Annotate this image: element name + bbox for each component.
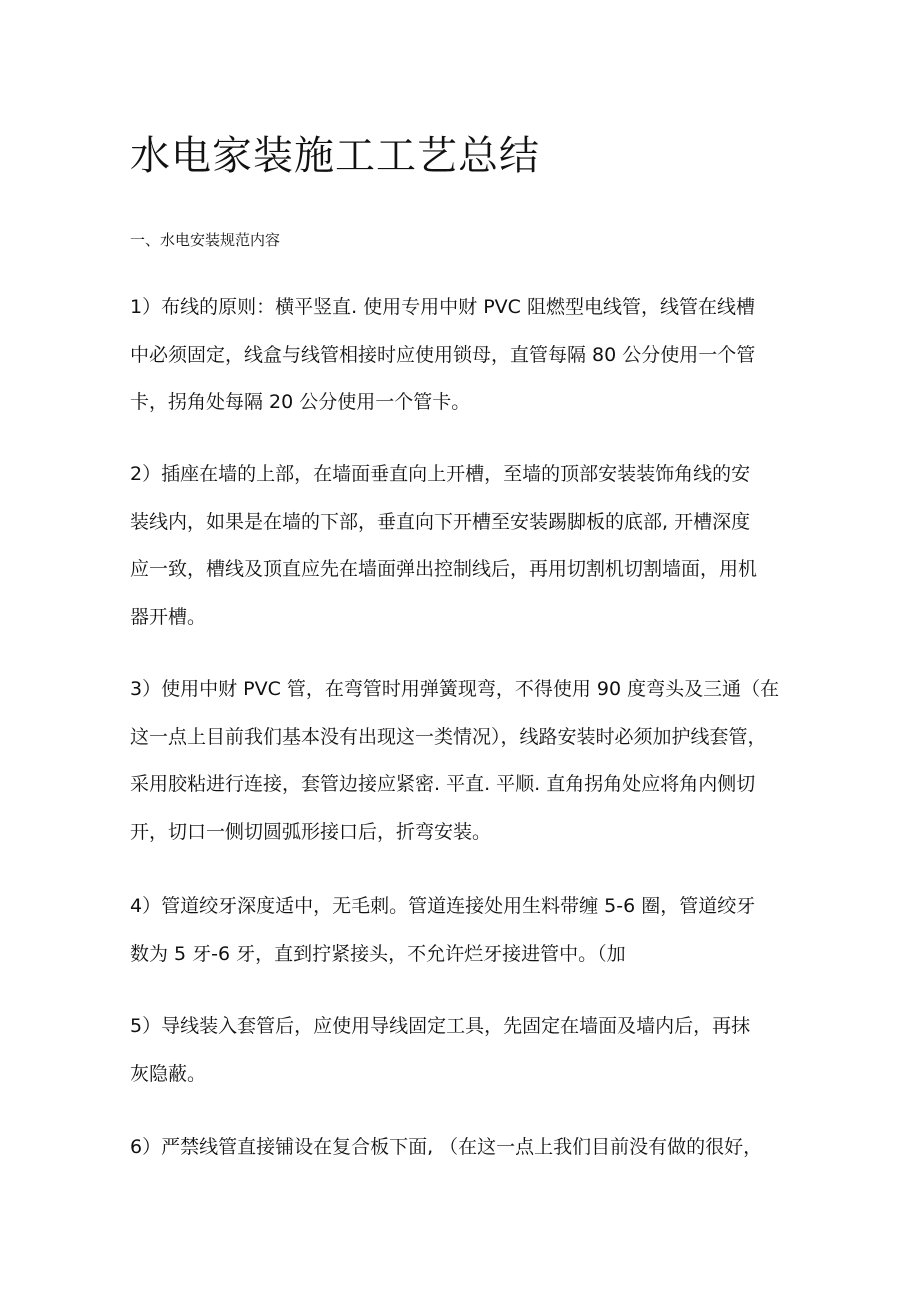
paragraph-line: 卡，拐角处每隔 20 公分使用一个管卡。 — [130, 391, 471, 413]
paragraph-4 — [130, 883, 805, 978]
paragraph-6 — [130, 1124, 805, 1172]
paragraph-line: 应一致，槽线及顶直应先在墙面弹出控制线后，再用切割机切割墙面，用机 — [130, 558, 758, 580]
paragraph-line: 5）导线装入套管后，应使用导线固定工具，先固定在墙面及墙内后，再抹 — [130, 1015, 751, 1037]
paragraph-line: 中必须固定，线盒与线管相接时应使用锁母，直管每隔 80 公分使用一个管 — [130, 343, 756, 366]
paragraph-line: 2）插座在墙的上部，在墙面垂直向上开槽，至墙的顶部安装装饰角线的安 — [130, 463, 751, 485]
paragraph-line: 1）布线的原则：横平竖直. 使用专用中财 PVC 阻燃型电线管，线管在线槽 — [130, 296, 755, 318]
paragraph-1 — [130, 284, 805, 427]
paragraph-line: 这一点上目前我们基本没有出现这一类情况），线路安装时必须加护线套管， — [130, 725, 767, 748]
paragraph-line: 采用胶粘进行连接，套管边接应紧密. 平直. 平顺. 直角拐角处应将角内侧切 — [130, 773, 756, 795]
paragraph-line: 装线内，如果是在墙的下部，垂直向下开槽至安装踢脚板的底部, 开槽深度 — [130, 510, 751, 533]
paragraph-line: 灰隐蔽。 — [130, 1062, 207, 1085]
paragraph-line: 6）严禁线管直接铺设在复合板下面, （在这一点上我们目前没有做的很好， — [130, 1136, 763, 1158]
section-heading: 一、水电安装规范内容 — [130, 231, 281, 249]
paragraph-line: 数为 5 牙-6 牙，直到拧紧接头，不允许烂牙接进管中。（加 — [130, 942, 626, 965]
paragraph-line: 开，切口一侧切圆弧形接口后，折弯安装。 — [130, 820, 492, 843]
paragraph-line: 器开槽。 — [130, 605, 207, 628]
paragraph-line: 3）使用中财 PVC 管，在弯管时用弹簧现弯，不得使用 90 度弯头及三通（在 — [130, 678, 780, 700]
document-title: 水电家装施工工艺总结 — [130, 133, 540, 179]
paragraph-3 — [130, 666, 805, 856]
paragraph-line: 4）管道绞牙深度适中，无毛刺。管道连接处用生料带缠 5-6 圈，管道绞牙 — [130, 895, 756, 917]
paragraph-2 — [130, 451, 805, 641]
paragraph-5 — [130, 1003, 805, 1098]
